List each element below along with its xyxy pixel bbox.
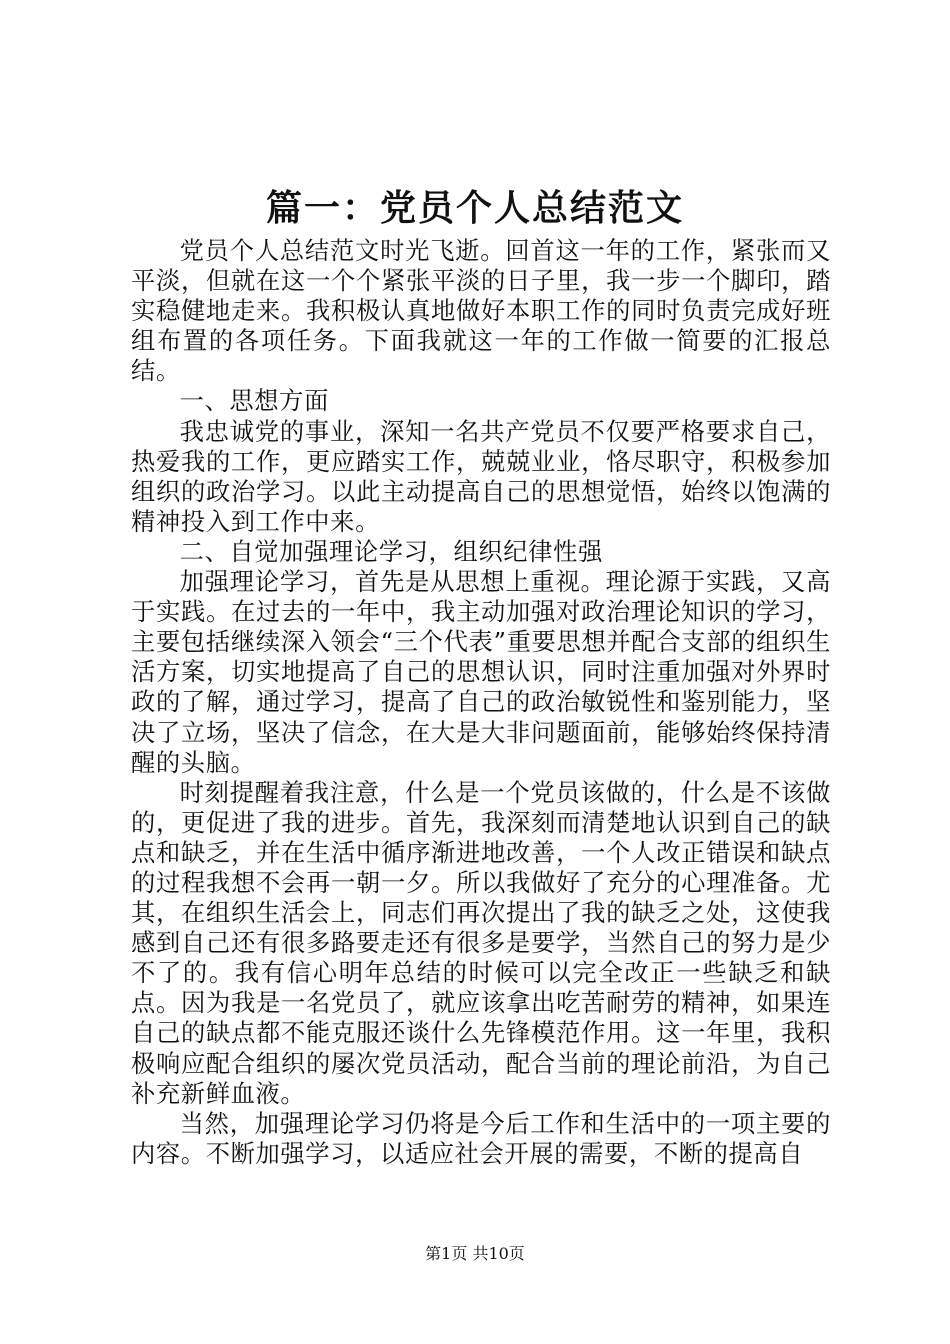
paragraph-thought: 我忠诚党的事业，深知一名共产党员不仅要严格要求自己，热爱我的工作，更应踏实工作，兢兢业业，恪尽职守，积极参加组织的政治学习。以此主动提高自己的思想觉悟，始终以饱满的精神投入到工作中来。	[131, 416, 831, 536]
section-heading-thought: 一、思想方面	[179, 386, 329, 416]
document-title: 篇一：党员个人总结范文	[265, 187, 684, 229]
paragraph-reflection: 时刻提醒着我注意，什么是一个党员该做的，什么是不该做的，更促进了我的进步。首先，我深刻而清楚地认识到自己的缺点和缺乏，并在生活中循序渐进地改善，一个人改正错误和缺点的过程我想不会再一朝一夕。所以我做好了充分的心理准备。尤其，在组织生活会上，同志们再次提出了我的缺乏之处，这使我感到自己还有很多路要走还有很多是要学，当然自己的努力是少不了的。我有信心明年总结的时候可以完全改正一些缺乏和缺点。因为我是一名党员了，就应该拿出吃苦耐劳的精神，如果连自己的缺点都不能克服还谈什么先锋模范作用。这一年里，我积极响应配合组织的屡次党员活动，配合当前的理论前沿，为自己补充新鲜血液。	[131, 777, 831, 1108]
paragraph-outlook: 当然，加强理论学习仍将是今后工作和生活中的一项主要的内容。不断加强学习，以适应社会开展的需要，不断的提高自	[131, 1108, 831, 1168]
paragraph-intro: 党员个人总结范文时光飞逝。回首这一年的工作，紧张而又平淡，但就在这一个个紧张平淡的日子里，我一步一个脚印，踏实稳健地走来。我积极认真地做好本职工作的同时负责完成好班组布置的各项任务。下面我就这一年的工作做一简要的汇报总结。	[131, 236, 831, 386]
page-footer: 第1页 共10页	[425, 1244, 525, 1263]
paragraph-theory: 加强理论学习，首先是从思想上重视。理论源于实践，又高于实践。在过去的一年中，我主动加强对政治理论知识的学习，主要包括继续深入领会“三个代表”重要思想并配合支部的组织生活方案，切实地提高了自己的思想认识，同时注重加强对外界时政的了解，通过学习，提高了自己的政治敏锐性和鉴别能力，坚决了立场，坚决了信念，在大是大非问题面前，能够始终保持清醒的头脑。	[131, 567, 831, 777]
section-heading-theory: 二、自觉加强理论学习，组织纪律性强	[179, 536, 603, 566]
document-body	[131, 236, 831, 1169]
